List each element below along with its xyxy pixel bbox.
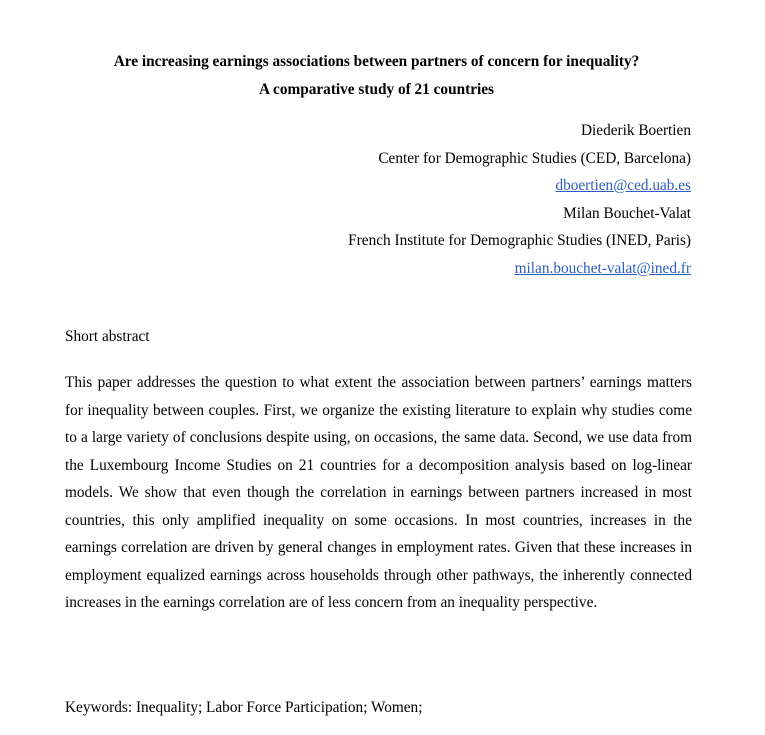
paper-title-line-1: Are increasing earnings associations between partners of concern for inequality? <box>113 53 640 70</box>
author-affiliation-2: French Institute for Demographic Studies (INED, Paris) <box>348 232 691 249</box>
abstract-body: This paper addresses the question to what extent the association between partners’ earnings matters for inequality between couples. First, we organize the existing literature to explain why studies come to a large variety of conclusions despite using, on occasions, the same data. Second, we use data from the Luxembourg Income Studies on 21 countries for a decomposition analysis based on log-linear models. We show that even though the correlation in earnings between partners increased in most countries, this only amplified inequality on some occasions. In most countries, increases in the earnings correlation are driven by general changes in employment rates. Given that these increases in employment equalized earnings across households through other pathways, the inherently connected increases in the earnings correlation are of less concern from an inequality perspective. <box>65 374 692 611</box>
author-email-1-wrap <box>348 177 691 205</box>
paper-title-line-2: A comparative study of 21 countries <box>259 81 494 98</box>
author-name-1: Diederik Boertien <box>580 122 691 139</box>
abstract-heading: Short abstract <box>65 328 150 345</box>
author-block <box>348 122 691 287</box>
author-email-2-wrap <box>348 260 691 288</box>
keywords-line: Keywords: Inequality; Labor Force Participation; Women; <box>65 699 423 716</box>
author-email-link-2[interactable]: milan.bouchet-valat@ined.fr <box>514 259 691 277</box>
author-email-link-1[interactable]: dboertien@ced.uab.es <box>555 177 691 194</box>
author-affiliation-1: Center for Demographic Studies (CED, Barcelona) <box>378 149 691 167</box>
author-name-2: Milan Bouchet-Valat <box>563 204 691 222</box>
